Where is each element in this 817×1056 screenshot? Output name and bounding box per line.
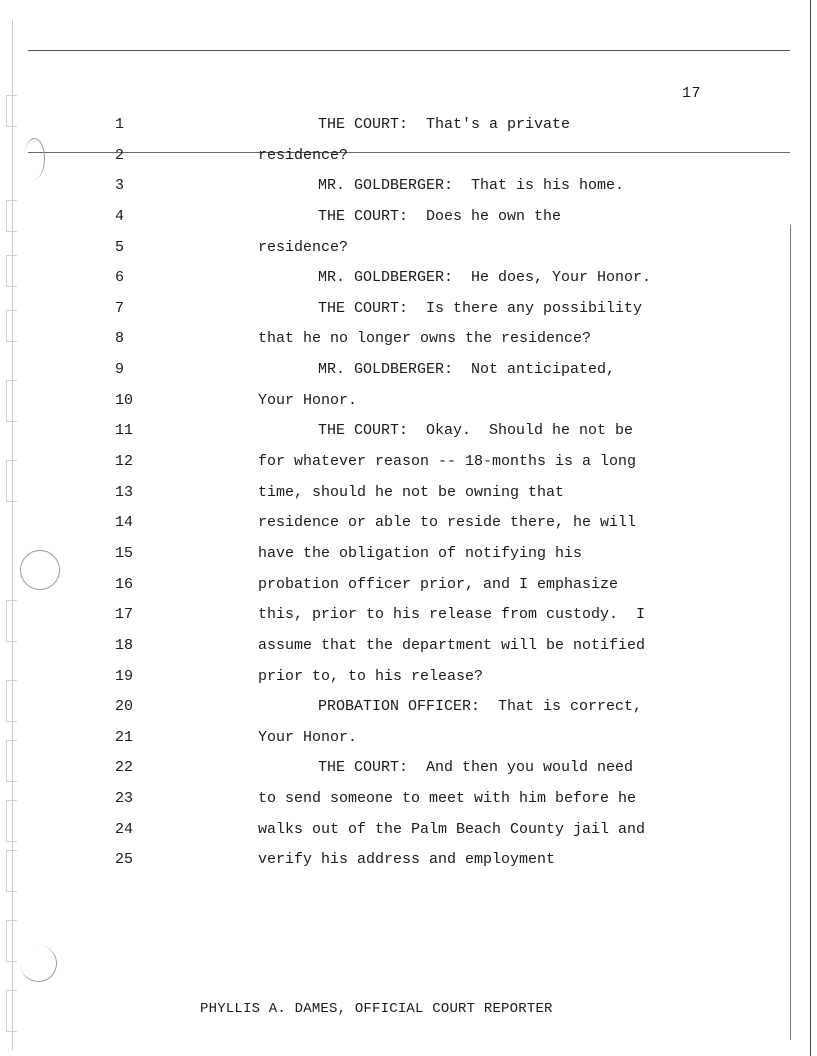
line-number: 11: [115, 422, 134, 440]
line-number: 6: [115, 269, 125, 287]
line-number: 12: [115, 453, 134, 471]
binding-mark: [6, 920, 17, 962]
transcript-line: [0, 850, 817, 881]
transcript-line: [0, 758, 817, 789]
line-number: 5: [115, 238, 125, 256]
line-number: 19: [115, 667, 134, 685]
transcript-line: [0, 360, 817, 391]
transcript-line: [0, 667, 817, 698]
line-text: walks out of the Palm Beach County jail and: [258, 820, 646, 838]
top-rule: [28, 50, 790, 51]
line-text: THE COURT: Is there any possibility: [318, 299, 643, 317]
line-text: that he no longer owns the residence?: [258, 330, 592, 348]
line-text: THE COURT: And then you would need: [318, 759, 634, 777]
transcript-line: [0, 238, 817, 269]
transcript-line: [0, 329, 817, 360]
line-number: 23: [115, 790, 134, 808]
line-text: Your Honor.: [258, 728, 358, 746]
line-number: 9: [115, 361, 125, 379]
line-number: 20: [115, 698, 134, 716]
line-number: 16: [115, 575, 134, 593]
transcript-line: [0, 605, 817, 636]
transcript-line: [0, 115, 817, 146]
line-text: assume that the department will be notified: [258, 636, 646, 654]
line-number: 15: [115, 544, 134, 562]
binding-mark: [6, 990, 17, 1032]
transcript-line: [0, 636, 817, 667]
transcript-line: [0, 146, 817, 177]
line-text: MR. GOLDBERGER: That is his home.: [318, 177, 625, 195]
transcript-line: [0, 789, 817, 820]
transcript-line: [0, 483, 817, 514]
line-number: 18: [115, 636, 134, 654]
line-text: time, should he not be owning that: [258, 483, 565, 501]
page-number: 17: [682, 85, 702, 102]
transcript-line: [0, 452, 817, 483]
line-text: residence or able to reside there, he will: [258, 514, 637, 532]
line-text: Your Honor.: [258, 391, 358, 409]
line-number: 4: [115, 207, 125, 225]
transcript-line: [0, 299, 817, 330]
line-text: THE COURT: That's a private: [318, 116, 571, 133]
line-text: residence?: [258, 238, 349, 256]
punch-hole: [20, 945, 57, 982]
line-text: PROBATION OFFICER: That is correct,: [318, 698, 643, 716]
line-number: 21: [115, 728, 134, 746]
transcript-line: [0, 421, 817, 452]
line-number: 3: [115, 177, 125, 195]
line-number: 8: [115, 330, 125, 348]
line-text: verify his address and employment: [258, 851, 556, 869]
line-number: 1: [115, 116, 125, 133]
line-text: for whatever reason -- 18-months is a long: [258, 453, 637, 471]
line-number: 7: [115, 299, 125, 317]
line-text: MR. GOLDBERGER: He does, Your Honor.: [318, 269, 652, 287]
transcript-line: [0, 697, 817, 728]
transcript-line: [0, 513, 817, 544]
transcript-line: [0, 544, 817, 575]
transcript-line: [0, 820, 817, 851]
line-text: MR. GOLDBERGER: Not anticipated,: [318, 361, 616, 379]
transcript-line: [0, 391, 817, 422]
line-text: prior to, to his release?: [258, 667, 484, 685]
line-number: 24: [115, 820, 134, 838]
transcript-line: [0, 176, 817, 207]
transcript-line: [0, 207, 817, 238]
line-number: 17: [115, 606, 134, 624]
line-number: 13: [115, 483, 134, 501]
line-number: 25: [115, 851, 134, 869]
line-text: probation officer prior, and I emphasize: [258, 575, 619, 593]
transcript-line: [0, 575, 817, 606]
line-text: residence?: [258, 146, 349, 164]
line-number: 10: [115, 391, 134, 409]
line-text: THE COURT: Okay. Should he not be: [318, 422, 634, 440]
transcript-line: [0, 268, 817, 299]
line-number: 22: [115, 759, 134, 777]
line-text: to send someone to meet with him before he: [258, 790, 637, 808]
line-text: THE COURT: Does he own the: [318, 207, 562, 225]
line-text: this, prior to his release from custody. I: [258, 606, 646, 624]
line-number: 14: [115, 514, 134, 532]
transcript-body: [0, 115, 817, 881]
transcript-line: [0, 728, 817, 759]
court-reporter-footer: PHYLLIS A. DAMES, OFFICIAL COURT REPORTER: [200, 1001, 553, 1017]
line-text: have the obligation of notifying his: [258, 544, 583, 562]
line-number: 2: [115, 146, 125, 164]
